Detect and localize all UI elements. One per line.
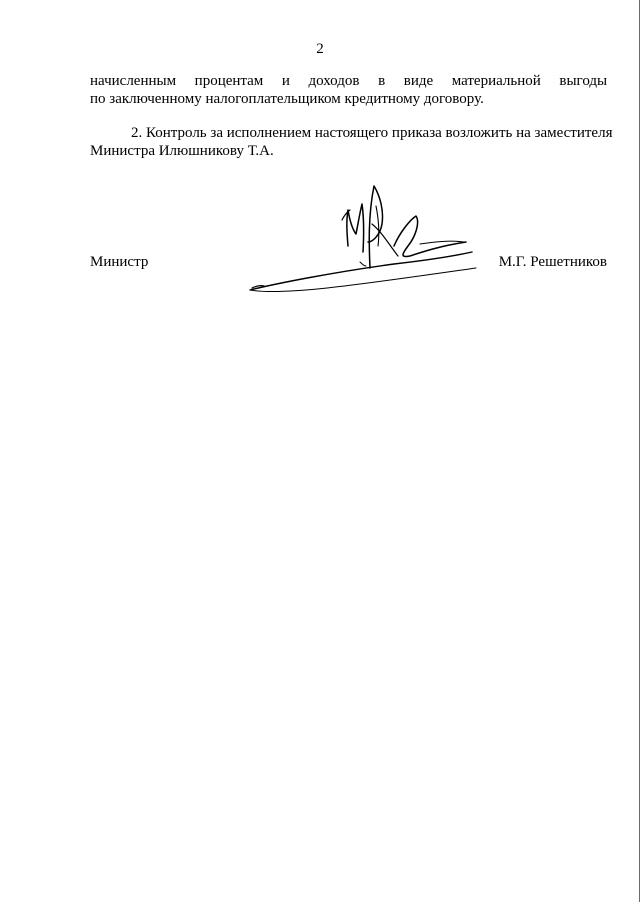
- word: в: [378, 73, 386, 89]
- signatory-title: Министр: [90, 254, 149, 270]
- handwritten-signature-icon: [244, 176, 480, 300]
- paragraph-1-line-2: по заключенному налогоплательщиком кредитному договору.: [90, 91, 484, 107]
- word: виде: [403, 73, 434, 89]
- paragraph-2-line-2: Министра Илюшникову Т.А.: [90, 143, 274, 159]
- word: процентам: [194, 73, 264, 89]
- paragraph-2-line-1: 2. Контроль за исполнением настоящего приказа возложить на заместителя: [131, 125, 613, 141]
- signatory-name: М.Г. Решетников: [498, 254, 607, 270]
- page-number: 2: [316, 41, 324, 57]
- word: начисленным: [90, 73, 177, 89]
- word: выгоды: [559, 73, 608, 89]
- word: доходов: [308, 73, 360, 89]
- paragraph-1: [90, 72, 607, 108]
- word: и: [281, 73, 290, 89]
- paragraph-2: [90, 124, 613, 160]
- paragraph-1-line-1: [90, 72, 607, 90]
- word: материальной: [451, 73, 541, 89]
